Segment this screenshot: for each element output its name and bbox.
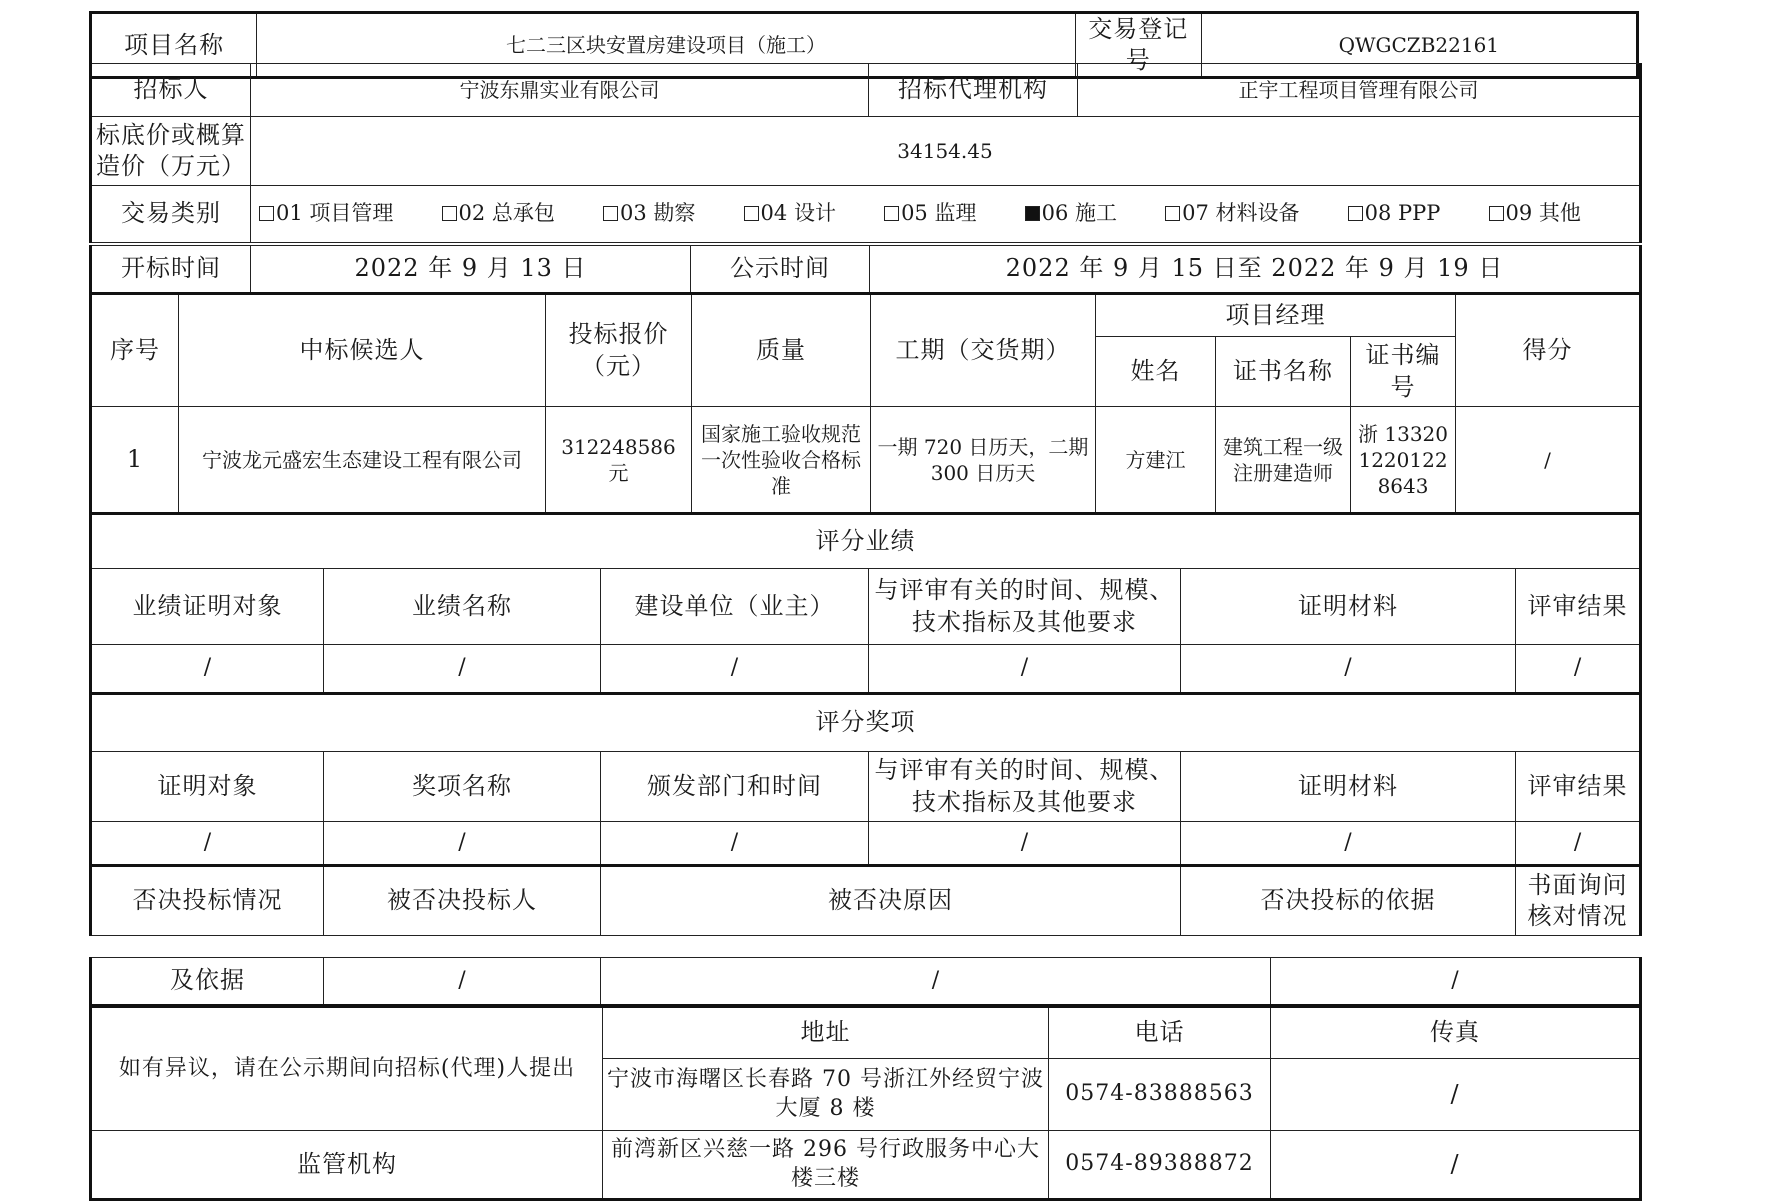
publicity-label: 公示时间 [691,246,870,293]
performance-header: 建设单位（业主） [601,569,869,645]
checkbox-empty-icon[interactable] [1489,206,1504,221]
quality-header: 质量 [692,294,871,407]
candidate-duration: 一期 720 日历天，二期 300 日历天 [871,407,1096,514]
time-table [89,245,1642,293]
supervisor-fax: / [1271,1131,1641,1200]
awards-value: / [1516,822,1641,866]
category-option-label: 06 施工 [1041,201,1117,226]
fax-header: 传真 [1271,1007,1641,1059]
checkbox-empty-icon[interactable] [259,206,274,221]
performance-header: 证明材料 [1181,569,1516,645]
category-option[interactable] [1025,200,1117,227]
cert-no-header: 证书编号 [1351,337,1456,407]
performance-header: 评审结果 [1516,569,1641,645]
rejection-header: 书面询问核对情况 [1516,866,1641,936]
category-option-label: 03 勘察 [620,201,696,226]
awards-title: 评分奖项 [91,694,1641,752]
checkbox-empty-icon[interactable] [442,206,457,221]
awards-value: / [324,822,601,866]
category-option-label: 01 项目管理 [276,201,394,226]
performance-header: 与评审有关的时间、规模、技术指标及其他要求 [869,569,1181,645]
category-option[interactable] [1489,200,1581,227]
category-option[interactable] [744,200,836,227]
trade-reg-label: 交易登记号 [1075,13,1201,78]
price-value: 34154.45 [251,117,1641,186]
performance-header: 业绩证明对象 [91,569,324,645]
candidate-bid-price: 312248586 元 [546,407,692,514]
project-name-label: 项目名称 [91,13,257,78]
contact-table [89,1005,1642,1201]
trade-reg-number: QWGCZB22161 [1201,13,1637,78]
table-row [91,822,1641,866]
manager-header: 项目经理 [1096,294,1456,337]
seq-header: 序号 [91,294,179,407]
awards-header: 奖项名称 [324,752,601,822]
category-option-label: 09 其他 [1505,201,1581,226]
table-row [91,645,1641,694]
candidate-header: 中标候选人 [179,294,546,407]
bid-price-header: 投标报价（元） [546,294,692,407]
cert-name-header: 证书名称 [1216,337,1351,407]
checkbox-checked-icon[interactable] [1025,206,1040,221]
awards-header: 证明材料 [1181,752,1516,822]
supervisor-label: 监管机构 [91,1131,603,1200]
open-time-label: 开标时间 [91,246,251,293]
candidate-name: 宁波龙元盛宏生态建设工程有限公司 [179,407,546,514]
category-options [251,186,1641,243]
address-header: 地址 [603,1007,1049,1059]
objection-phone: 0574-83888563 [1049,1059,1271,1131]
supervisor-phone: 0574-89388872 [1049,1131,1271,1200]
category-option[interactable] [1348,200,1441,227]
checkbox-empty-icon[interactable] [1165,206,1180,221]
awards-header: 与评审有关的时间、规模、技术指标及其他要求 [869,752,1181,822]
rejection-value: / [1271,958,1641,1006]
category-option[interactable] [442,200,555,227]
table-row [91,958,1641,1006]
awards-header: 评审结果 [1516,752,1641,822]
rejection-header: 被否决投标人 [324,866,601,936]
rejection-contact-table [89,957,1642,1007]
checkbox-empty-icon[interactable] [603,206,618,221]
category-option-label: 08 PPP [1364,201,1441,226]
objection-label: 如有异议，请在公示期间向招标(代理)人提出 [91,1007,603,1131]
checkbox-empty-icon[interactable] [744,206,759,221]
price-label: 标底价或概算造价（万元） [91,117,251,186]
candidate-score: / [1456,407,1641,514]
score-header: 得分 [1456,294,1641,407]
agency-name: 正宇工程项目管理有限公司 [1078,64,1641,117]
header-table [89,63,1642,243]
objection-fax: / [1271,1059,1641,1131]
candidate-manager-name: 方建江 [1096,407,1216,514]
tenderer-name: 宁波东鼎实业有限公司 [251,64,869,117]
category-option-label: 07 材料设备 [1182,201,1300,226]
performance-value: / [869,645,1181,694]
performance-value: / [601,645,869,694]
project-name: 七二三区块安置房建设项目（施工） [257,13,1076,78]
awards-value: / [1181,822,1516,866]
category-list [254,200,1636,227]
rejection-header: 否决投标的依据 [1181,866,1516,936]
awards-header: 颁发部门和时间 [601,752,869,822]
category-option-label: 02 总承包 [458,201,555,226]
rejection-value: / [601,958,1271,1006]
performance-title: 评分业绩 [91,514,1641,569]
category-option-label: 05 监理 [901,201,977,226]
agency-label: 招标代理机构 [869,64,1078,117]
tenderer-label: 招标人 [91,64,251,117]
rejection-header: 被否决原因 [601,866,1181,936]
duration-header: 工期（交货期） [871,294,1096,407]
candidates-table [89,292,1642,514]
candidate-quality: 国家施工验收规范一次性验收合格标准 [692,407,871,514]
candidate-cert-no: 浙 1332012201228643 [1351,407,1456,514]
open-time: 2022 年 9 月 13 日 [251,246,691,293]
category-option[interactable] [1165,200,1299,227]
objection-address: 宁波市海曙区长春路 70 号浙江外经贸宁波大厦 8 楼 [603,1059,1049,1131]
performance-value: / [1516,645,1641,694]
category-option[interactable] [259,200,393,227]
performance-value: / [91,645,324,694]
category-option-label: 04 设计 [760,201,836,226]
table-row [91,407,1641,514]
checkbox-empty-icon[interactable] [1348,206,1363,221]
awards-value: / [869,822,1181,866]
supervisor-address: 前湾新区兴慈一路 296 号行政服务中心大楼三楼 [603,1131,1049,1200]
awards-value: / [91,822,324,866]
checkbox-empty-icon[interactable] [884,206,899,221]
rejection-label-top: 否决投标情况 [91,866,324,936]
performance-value: / [324,645,601,694]
candidate-cert-name: 建筑工程一级注册建造师 [1216,407,1351,514]
category-option[interactable] [884,200,976,227]
category-option[interactable] [603,200,695,227]
publicity-time: 2022 年 9 月 15 日至 2022 年 9 月 19 日 [870,246,1641,293]
rejection-label-bottom: 及依据 [91,958,324,1006]
rejection-value: / [324,958,601,1006]
category-label: 交易类别 [91,186,251,243]
candidate-seq: 1 [91,407,179,514]
performance-header: 业绩名称 [324,569,601,645]
performance-value: / [1181,645,1516,694]
manager-name-header: 姓名 [1096,337,1216,407]
awards-value: / [601,822,869,866]
scoring-table [89,512,1642,936]
awards-header: 证明对象 [91,752,324,822]
phone-header: 电话 [1049,1007,1271,1059]
